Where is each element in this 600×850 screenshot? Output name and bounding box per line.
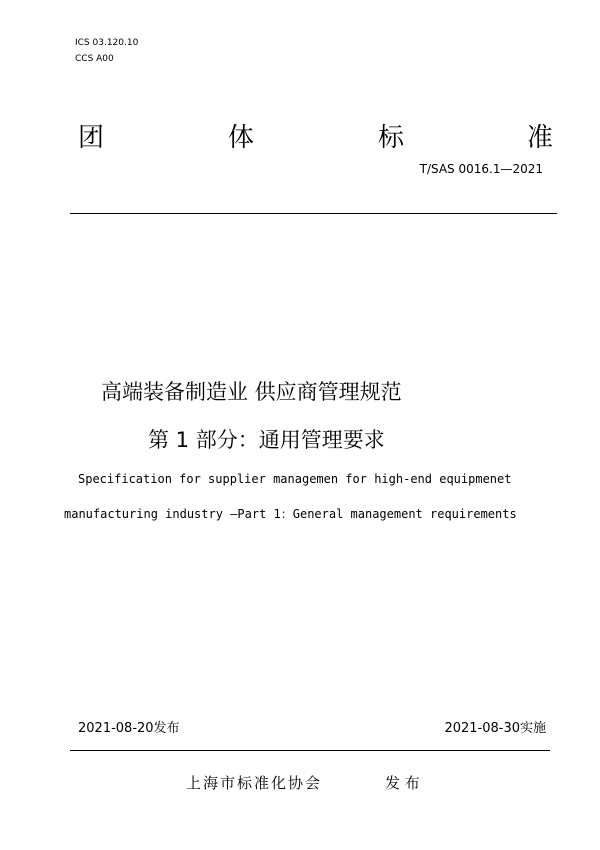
- title-cn-line2: 第 1 部分：通用管理要求: [148, 428, 385, 452]
- title-cn-line1: 高端装备制造业 供应商管理规范: [101, 380, 402, 404]
- category-char: 标: [378, 123, 405, 153]
- publish-date: 2021-08-20发布: [78, 721, 180, 736]
- title-en-line1: Specification for supplier managemen for high-end equipmenet: [78, 472, 512, 486]
- standard-number: T/SAS 0016.1—2021: [419, 162, 543, 176]
- publisher: 上海市标准化协会: [186, 774, 323, 792]
- header-divider: [70, 213, 557, 214]
- ics-code: ICS 03.120.10: [75, 38, 139, 48]
- ccs-code: CCS A00: [75, 54, 114, 64]
- category-char: 团: [78, 123, 105, 153]
- category-char: 准: [527, 123, 554, 153]
- implement-date: 2021-08-30实施: [444, 721, 546, 736]
- footer-divider: [70, 750, 550, 751]
- title-en-line2: manufacturing industry —Part 1：General management requirements: [64, 507, 517, 521]
- publish-label: 发 布: [385, 774, 420, 792]
- category-char: 体: [228, 123, 255, 153]
